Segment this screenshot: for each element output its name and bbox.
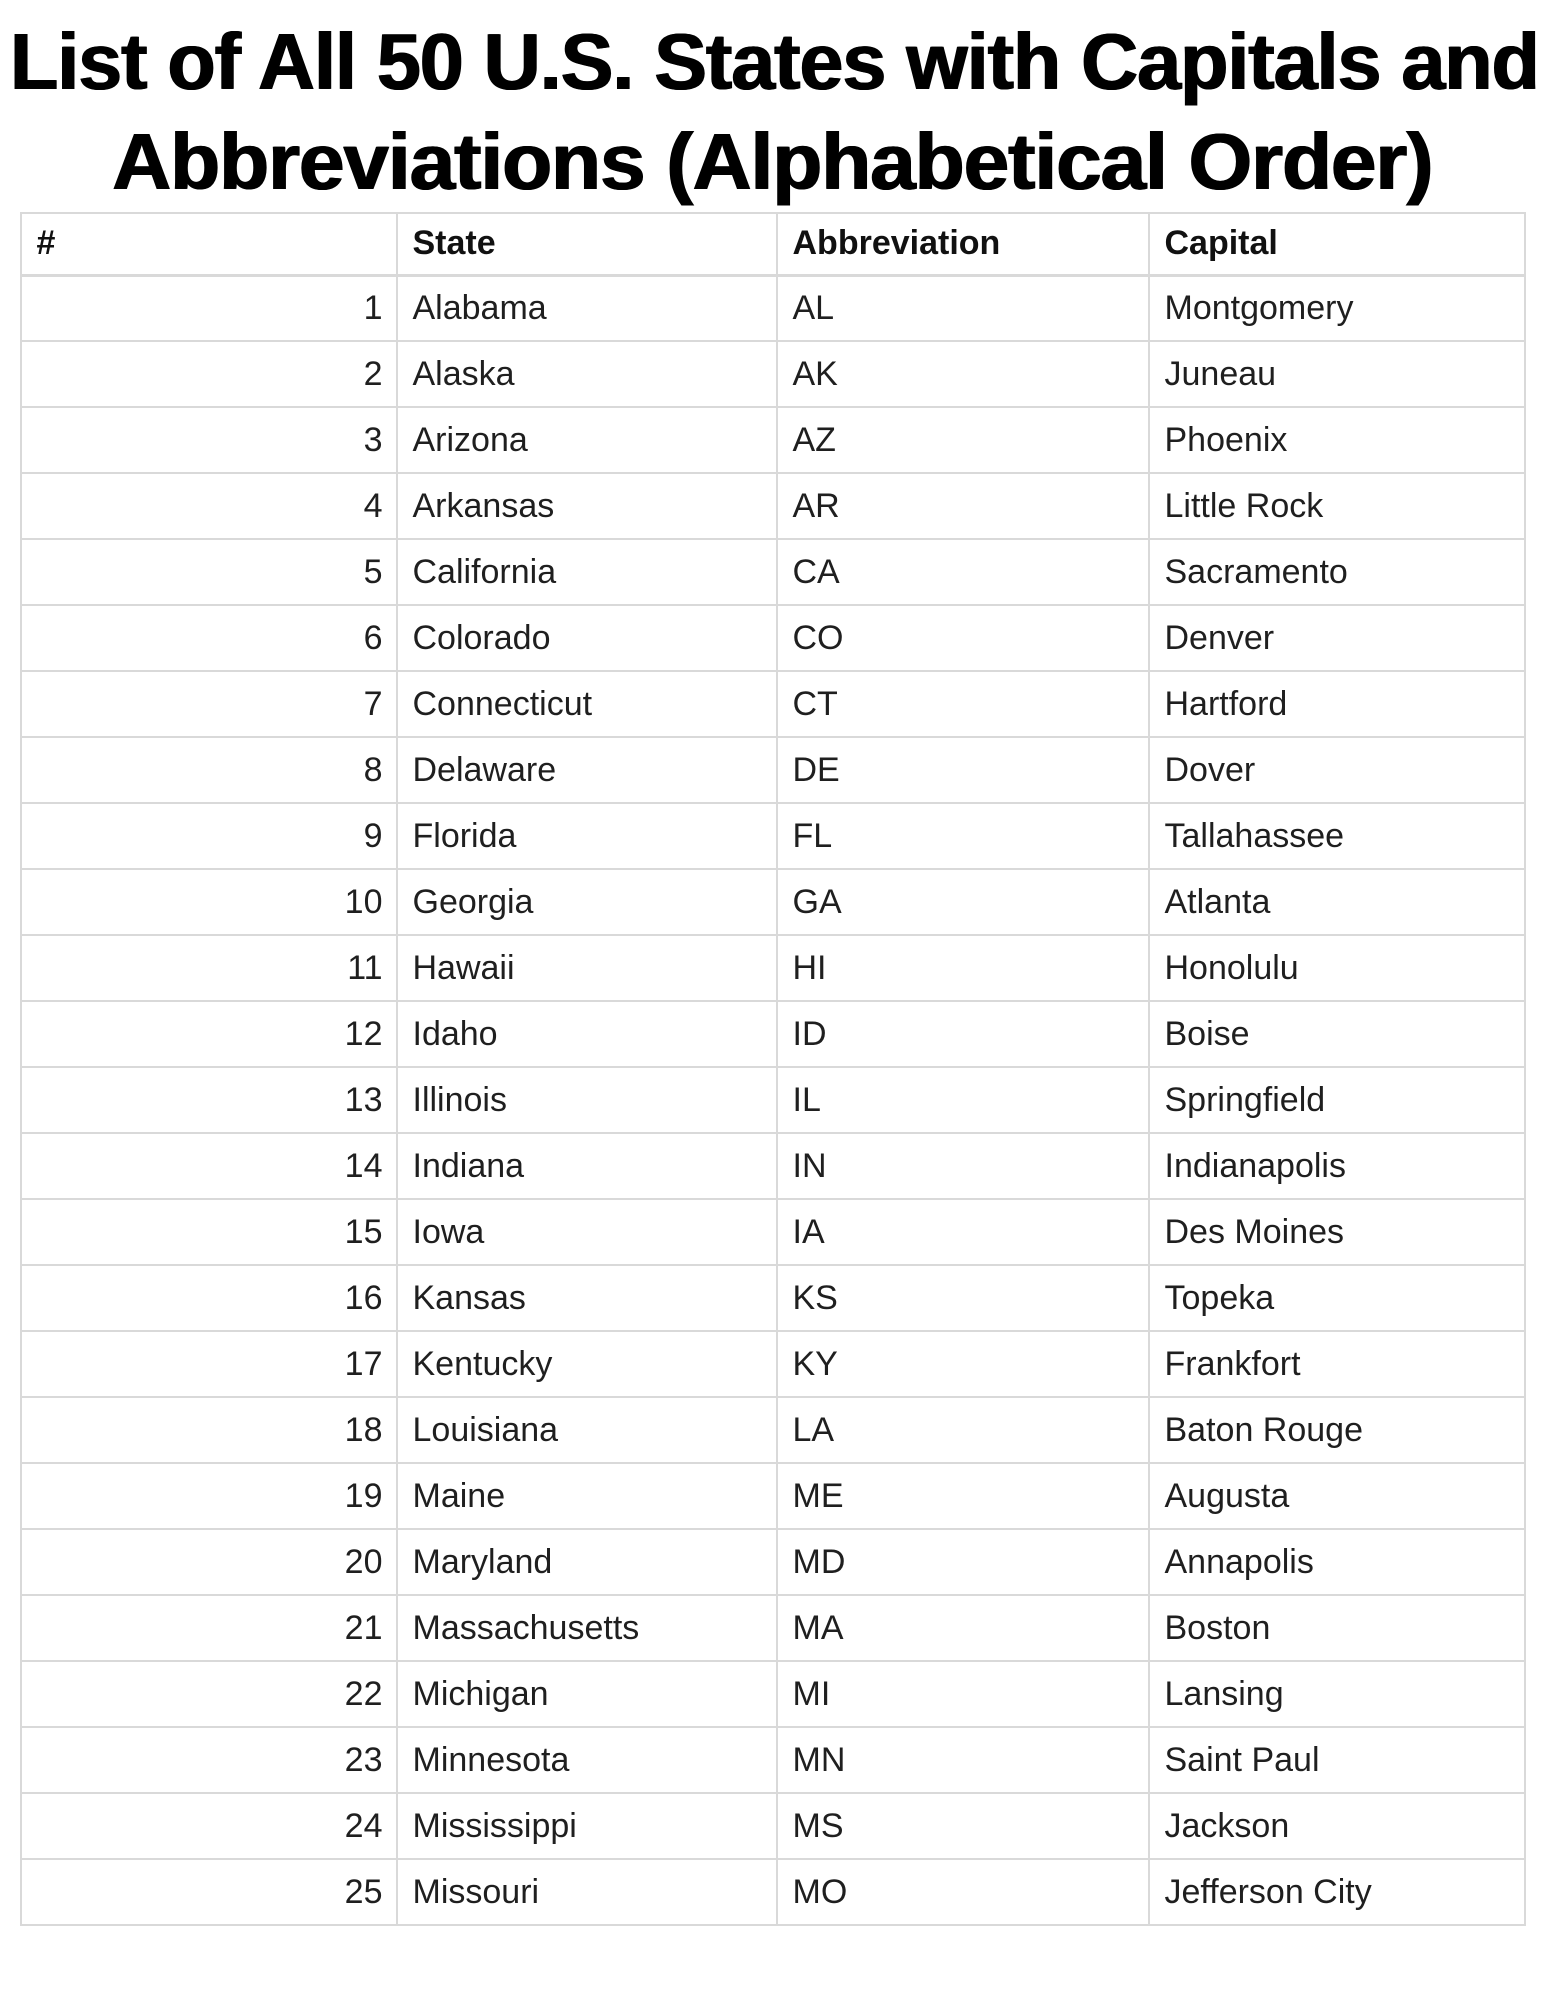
page-title bbox=[0, 0, 1545, 212]
abbreviation-cell: MA bbox=[777, 1595, 1149, 1661]
row-number: 8 bbox=[21, 737, 397, 803]
state-cell: Arizona bbox=[397, 407, 777, 473]
abbreviation-cell: AR bbox=[777, 473, 1149, 539]
table-row bbox=[21, 1529, 1525, 1595]
state-cell: Maryland bbox=[397, 1529, 777, 1595]
capital-cell: Montgomery bbox=[1149, 275, 1525, 341]
capital-cell: Topeka bbox=[1149, 1265, 1525, 1331]
capital-cell: Des Moines bbox=[1149, 1199, 1525, 1265]
state-cell: Idaho bbox=[397, 1001, 777, 1067]
abbreviation-cell: MO bbox=[777, 1859, 1149, 1925]
capital-cell: Boston bbox=[1149, 1595, 1525, 1661]
table-row bbox=[21, 1331, 1525, 1397]
row-number: 13 bbox=[21, 1067, 397, 1133]
table-row bbox=[21, 1661, 1525, 1727]
state-cell: Kansas bbox=[397, 1265, 777, 1331]
column-header-number: # bbox=[21, 213, 397, 275]
abbreviation-cell: AK bbox=[777, 341, 1149, 407]
abbreviation-cell: ID bbox=[777, 1001, 1149, 1067]
state-cell: Hawaii bbox=[397, 935, 777, 1001]
abbreviation-cell: CA bbox=[777, 539, 1149, 605]
page-title-line-1-text: List of All 50 U.S. States with Capitals and bbox=[10, 17, 1539, 106]
abbreviation-cell: MI bbox=[777, 1661, 1149, 1727]
abbreviation-cell: MS bbox=[777, 1793, 1149, 1859]
row-number: 7 bbox=[21, 671, 397, 737]
capital-cell: Indianapolis bbox=[1149, 1133, 1525, 1199]
column-header-state: State bbox=[397, 213, 777, 275]
state-cell: Illinois bbox=[397, 1067, 777, 1133]
state-cell: Mississippi bbox=[397, 1793, 777, 1859]
row-number: 2 bbox=[21, 341, 397, 407]
capital-cell: Honolulu bbox=[1149, 935, 1525, 1001]
table-row bbox=[21, 275, 1525, 341]
table-row bbox=[21, 869, 1525, 935]
capital-cell: Atlanta bbox=[1149, 869, 1525, 935]
capital-cell: Dover bbox=[1149, 737, 1525, 803]
row-number: 14 bbox=[21, 1133, 397, 1199]
row-number: 10 bbox=[21, 869, 397, 935]
capital-cell: Lansing bbox=[1149, 1661, 1525, 1727]
capital-cell: Jackson bbox=[1149, 1793, 1525, 1859]
table-row bbox=[21, 1727, 1525, 1793]
row-number: 19 bbox=[21, 1463, 397, 1529]
capital-cell: Augusta bbox=[1149, 1463, 1525, 1529]
table-row bbox=[21, 1859, 1525, 1925]
table-row bbox=[21, 1199, 1525, 1265]
table-row bbox=[21, 737, 1525, 803]
abbreviation-cell: IA bbox=[777, 1199, 1149, 1265]
capital-cell: Frankfort bbox=[1149, 1331, 1525, 1397]
abbreviation-cell: IN bbox=[777, 1133, 1149, 1199]
abbreviation-cell: MN bbox=[777, 1727, 1149, 1793]
abbreviation-cell: FL bbox=[777, 803, 1149, 869]
table-row bbox=[21, 605, 1525, 671]
page-title-line-2 bbox=[0, 112, 1545, 212]
abbreviation-cell: LA bbox=[777, 1397, 1149, 1463]
row-number: 12 bbox=[21, 1001, 397, 1067]
table-row bbox=[21, 1067, 1525, 1133]
state-cell: Minnesota bbox=[397, 1727, 777, 1793]
capital-cell: Springfield bbox=[1149, 1067, 1525, 1133]
abbreviation-cell: KY bbox=[777, 1331, 1149, 1397]
row-number: 6 bbox=[21, 605, 397, 671]
row-number: 4 bbox=[21, 473, 397, 539]
table-row bbox=[21, 803, 1525, 869]
row-number: 22 bbox=[21, 1661, 397, 1727]
table-row bbox=[21, 407, 1525, 473]
state-cell: Colorado bbox=[397, 605, 777, 671]
abbreviation-cell: GA bbox=[777, 869, 1149, 935]
row-number: 1 bbox=[21, 275, 397, 341]
table-row bbox=[21, 671, 1525, 737]
state-cell: Massachusetts bbox=[397, 1595, 777, 1661]
state-cell: Maine bbox=[397, 1463, 777, 1529]
capital-cell: Tallahassee bbox=[1149, 803, 1525, 869]
column-header-abbreviation: Abbreviation bbox=[777, 213, 1149, 275]
abbreviation-cell: AL bbox=[777, 275, 1149, 341]
state-cell: Indiana bbox=[397, 1133, 777, 1199]
capital-cell: Hartford bbox=[1149, 671, 1525, 737]
row-number: 24 bbox=[21, 1793, 397, 1859]
capital-cell: Saint Paul bbox=[1149, 1727, 1525, 1793]
abbreviation-cell: IL bbox=[777, 1067, 1149, 1133]
table-row bbox=[21, 1001, 1525, 1067]
state-cell: Alabama bbox=[397, 275, 777, 341]
row-number: 16 bbox=[21, 1265, 397, 1331]
capital-cell: Baton Rouge bbox=[1149, 1397, 1525, 1463]
state-cell: Michigan bbox=[397, 1661, 777, 1727]
capital-cell: Sacramento bbox=[1149, 539, 1525, 605]
row-number: 5 bbox=[21, 539, 397, 605]
row-number: 3 bbox=[21, 407, 397, 473]
capital-cell: Jefferson City bbox=[1149, 1859, 1525, 1925]
table-row bbox=[21, 341, 1525, 407]
row-number: 20 bbox=[21, 1529, 397, 1595]
row-number: 23 bbox=[21, 1727, 397, 1793]
state-cell: Georgia bbox=[397, 869, 777, 935]
column-header-capital: Capital bbox=[1149, 213, 1525, 275]
table-row bbox=[21, 1793, 1525, 1859]
row-number: 15 bbox=[21, 1199, 397, 1265]
row-number: 11 bbox=[21, 935, 397, 1001]
row-number: 25 bbox=[21, 1859, 397, 1925]
states-table bbox=[20, 212, 1526, 1926]
abbreviation-cell: DE bbox=[777, 737, 1149, 803]
capital-cell: Phoenix bbox=[1149, 407, 1525, 473]
table-row bbox=[21, 1595, 1525, 1661]
table-header-row bbox=[21, 213, 1525, 275]
page-title-line-2-text: Abbreviations (Alphabetical Order) bbox=[112, 117, 1433, 206]
row-number: 21 bbox=[21, 1595, 397, 1661]
abbreviation-cell: MD bbox=[777, 1529, 1149, 1595]
table-row bbox=[21, 1463, 1525, 1529]
state-cell: Alaska bbox=[397, 341, 777, 407]
abbreviation-cell: ME bbox=[777, 1463, 1149, 1529]
table-row bbox=[21, 1397, 1525, 1463]
state-cell: California bbox=[397, 539, 777, 605]
capital-cell: Annapolis bbox=[1149, 1529, 1525, 1595]
table-row bbox=[21, 935, 1525, 1001]
abbreviation-cell: CT bbox=[777, 671, 1149, 737]
table-row bbox=[21, 539, 1525, 605]
abbreviation-cell: HI bbox=[777, 935, 1149, 1001]
abbreviation-cell: AZ bbox=[777, 407, 1149, 473]
capital-cell: Boise bbox=[1149, 1001, 1525, 1067]
state-cell: Iowa bbox=[397, 1199, 777, 1265]
capital-cell: Juneau bbox=[1149, 341, 1525, 407]
row-number: 9 bbox=[21, 803, 397, 869]
state-cell: Louisiana bbox=[397, 1397, 777, 1463]
state-cell: Kentucky bbox=[397, 1331, 777, 1397]
capital-cell: Denver bbox=[1149, 605, 1525, 671]
state-cell: Connecticut bbox=[397, 671, 777, 737]
capital-cell: Little Rock bbox=[1149, 473, 1525, 539]
page-title-line-1 bbox=[0, 12, 1545, 112]
state-cell: Missouri bbox=[397, 1859, 777, 1925]
state-cell: Florida bbox=[397, 803, 777, 869]
abbreviation-cell: KS bbox=[777, 1265, 1149, 1331]
table-row bbox=[21, 473, 1525, 539]
state-cell: Delaware bbox=[397, 737, 777, 803]
table-row bbox=[21, 1133, 1525, 1199]
row-number: 18 bbox=[21, 1397, 397, 1463]
state-cell: Arkansas bbox=[397, 473, 777, 539]
row-number: 17 bbox=[21, 1331, 397, 1397]
table-row bbox=[21, 1265, 1525, 1331]
abbreviation-cell: CO bbox=[777, 605, 1149, 671]
